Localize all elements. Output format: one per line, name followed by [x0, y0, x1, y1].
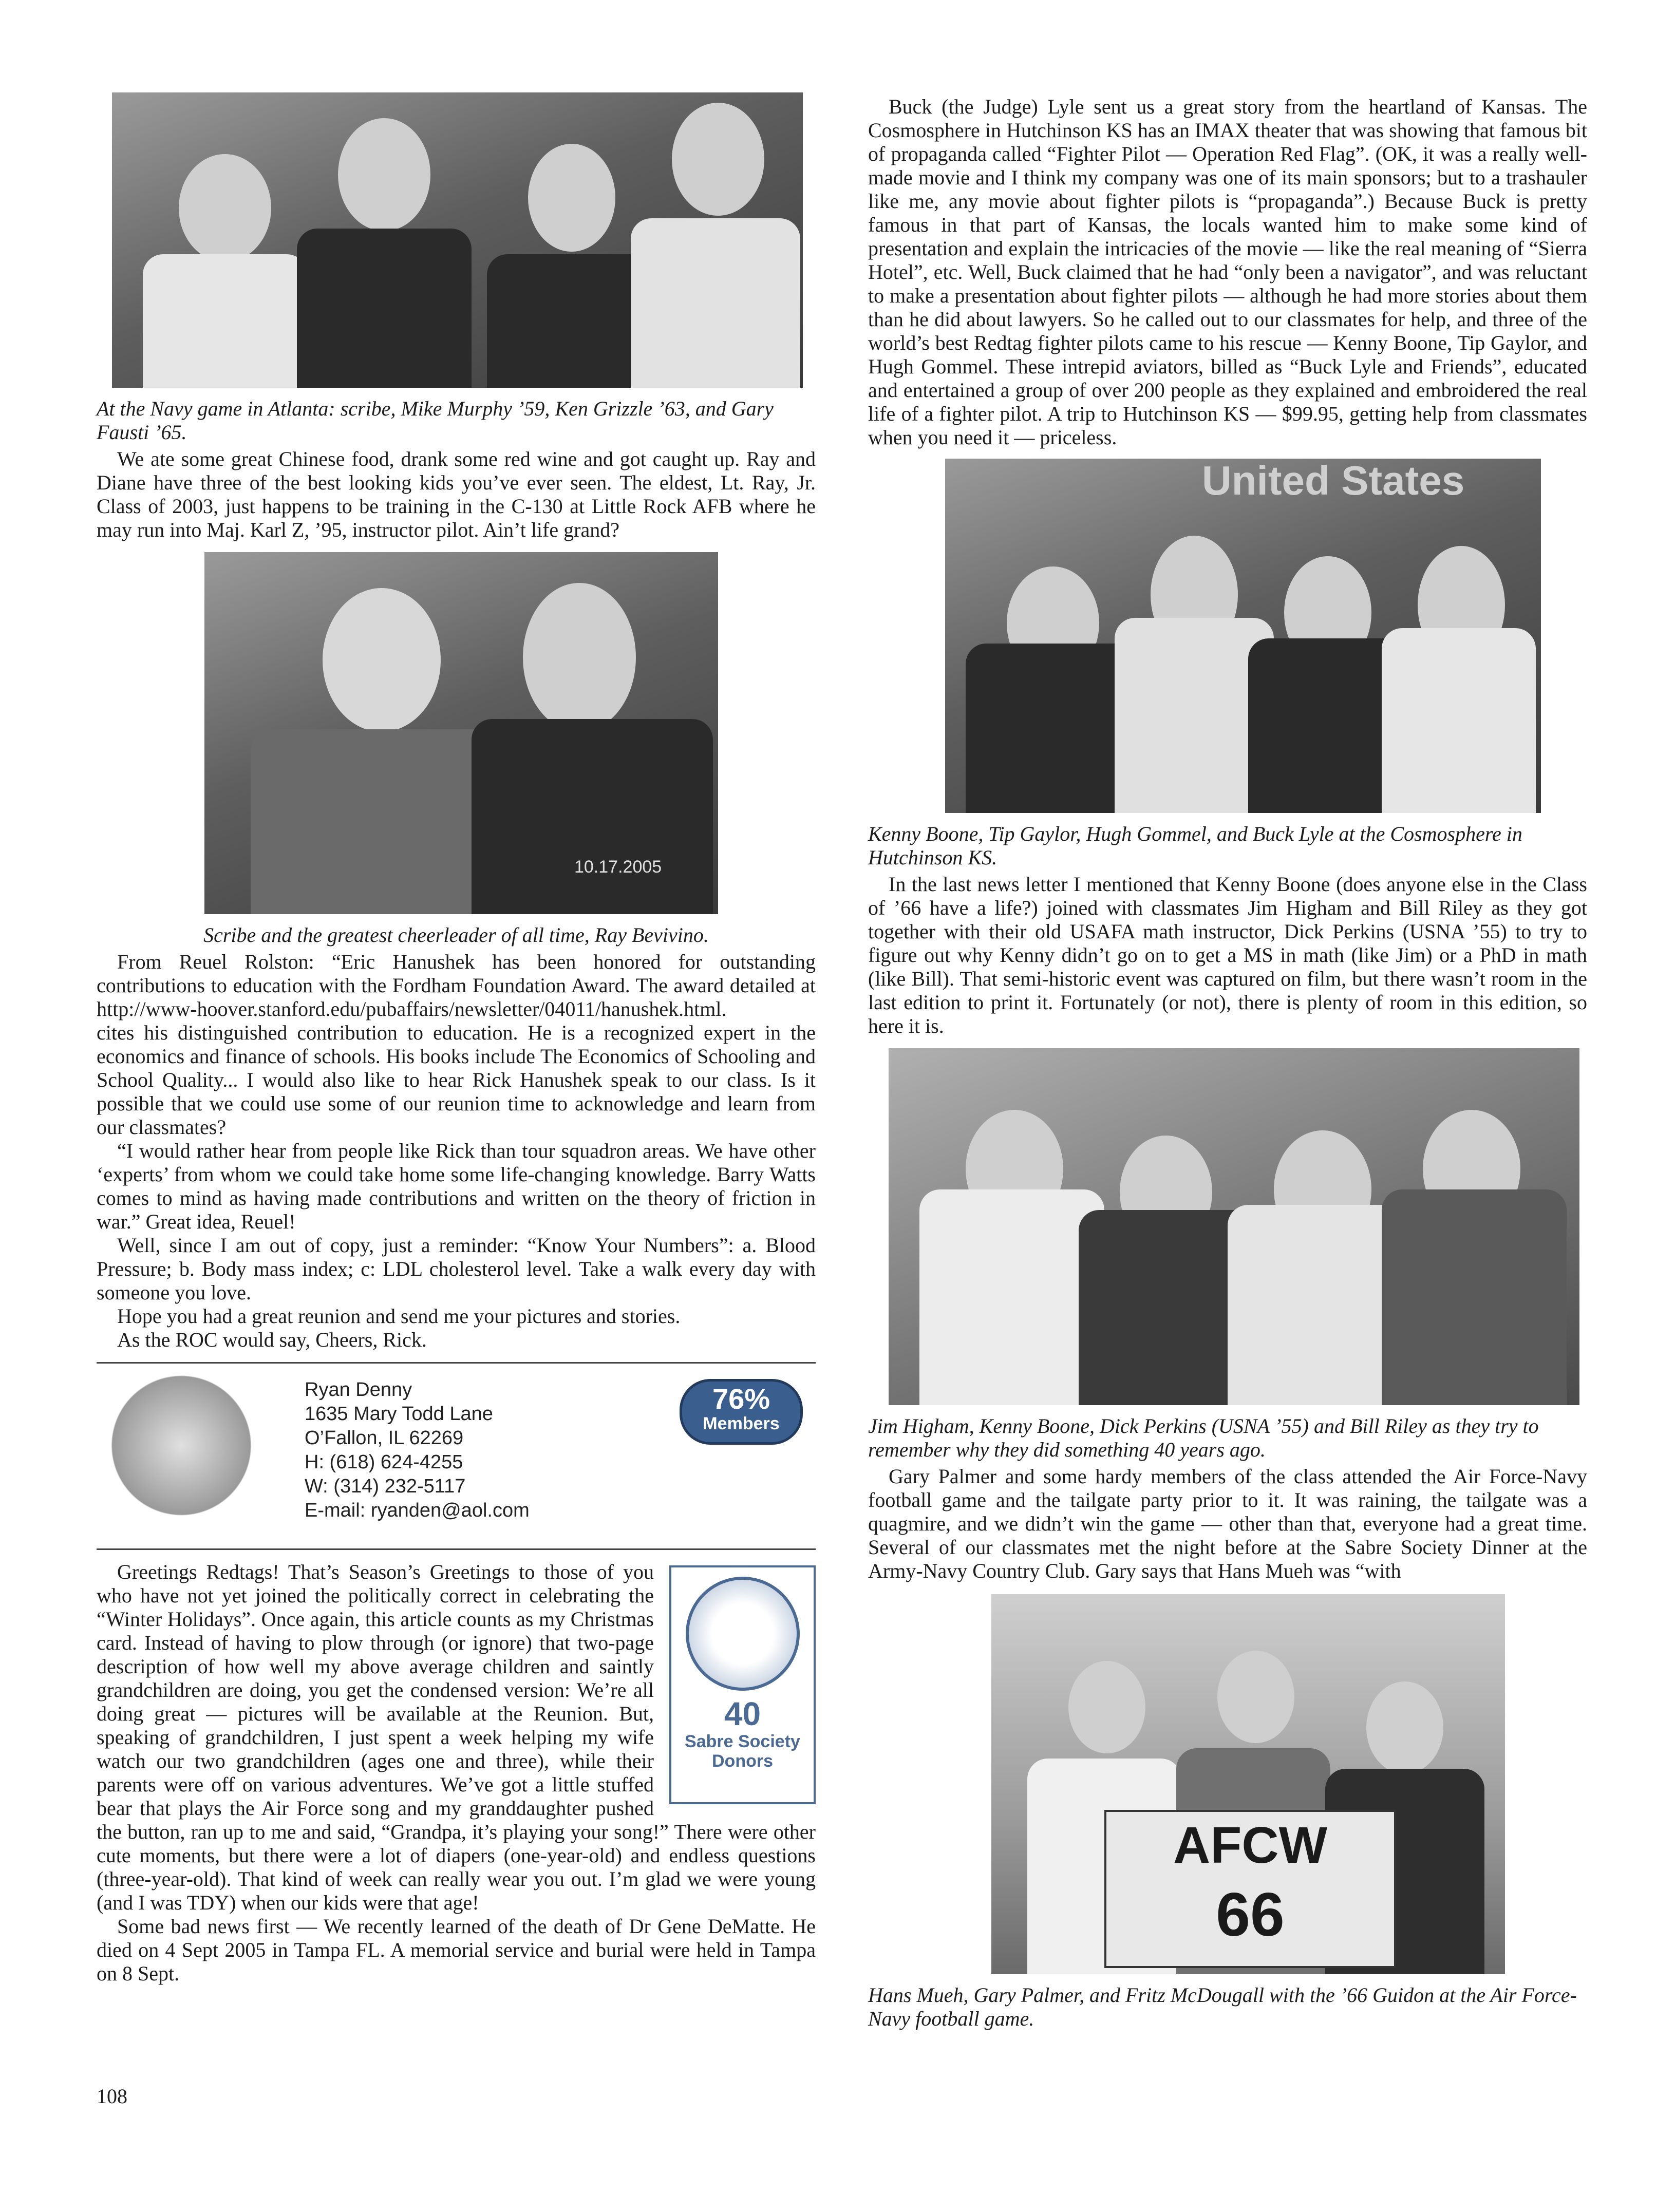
afcw-guidon-flag: [1104, 1810, 1396, 1968]
date-stamp: 10.17.2005: [574, 857, 662, 877]
membership-badge: [680, 1379, 803, 1445]
contact-info: [305, 1378, 530, 1523]
guidon-text-line2: 66: [1216, 1880, 1285, 1949]
photo-caption: Hans Mueh, Gary Palmer, and Fritz McDougall with the ’66 Guidon at the Air Force-Navy football game.: [868, 1983, 1577, 2030]
photo-cosmosphere: [945, 459, 1541, 813]
photo-caption: Kenny Boone, Tip Gaylor, Hugh Gommel, and Buck Lyle at the Cosmosphere in Hutchinson KS.: [868, 822, 1522, 869]
photo-caption: At the Navy game in Atlanta: scribe, Mike Murphy ’59, Ken Grizzle ’63, and Gary Fausti ’65.: [97, 397, 774, 444]
membership-label: Members: [703, 1414, 780, 1433]
sabre-label-line1: Sabre Society: [685, 1732, 800, 1751]
paragraph: Gary Palmer and some hardy members of the class attended the Air Force-Navy football game and the tailgate party prior to it. It was raining, the tailgate was a quagmire, and we didn’t win the game — other than that, everyone had a great time. Several of our classmates met the night before at the Sabre Society Dinner at the Army-Navy Country Club. Gary says that Hans Mueh was “with: [868, 1465, 1587, 1582]
person-body: [1382, 1189, 1567, 1405]
paragraph: “I would rather hear from people like Rick than tour squadron areas. We have other ‘experts’ from whom we could take home some life-changing knowledge. Barry Watts comes to mind as having made contributions and written on the theory of friction in war.” Great idea, Reuel!: [97, 1139, 816, 1233]
paragraph: From Reuel Rolston: “Eric Hanushek has been honored for outstanding contributions to education with the Fordham Foundation Award. The award detailed at http://www-hoover.stanford.edu/pubaffairs/newsletter/04011/hanushek.html.: [97, 950, 816, 1020]
person-body: [966, 644, 1135, 813]
class-contact-box: [97, 1362, 816, 1550]
page-number: 108: [97, 2085, 127, 2108]
photo-guidon: [991, 1594, 1505, 1974]
person-head: [1068, 1661, 1145, 1753]
right-column: [868, 95, 1587, 2034]
paragraph: We ate some great Chinese food, drank some red wine and got caught up. Ray and Diane have three of the best looking kids you’ve ever seen. The eldest, Lt. Ray, Jr. Class of 2003, just happens to be training in the C-130 at Little Rock AFB where he may run into Maj. Karl Z, ’95, instructor pilot. Ain’t life grand?: [97, 447, 816, 541]
guidon-text-line1: AFCW: [1173, 1817, 1327, 1874]
contact-email: E-mail: ryanden@aol.com: [305, 1500, 530, 1521]
person-head: [323, 588, 441, 732]
contact-home-phone: H: (618) 624-4255: [305, 1451, 463, 1473]
photo-math-reunion: [889, 1048, 1579, 1405]
paragraph: Buck (the Judge) Lyle sent us a great story from the heartland of Kansas. The Cosmosphere in Hutchinson KS has an IMAX theater that was showing that famous bit of propaganda called “Fighter Pilot — Operation Red Flag”. (OK, it was a really well-made movie and I think my company was one of its main sponsors; but to a trashauler like me, any movie about fighter pilots is “propaganda”.) Because Buck is pretty famous in that part of Kansas, the locals wanted him to make some kind of presentation and explain the intricacies of the movie — like the real meaning of “Sierra Hotel”, etc. Well, Buck claimed that he had “only been a navigator”, and was reluctant to make a presentation about fighter pilots — although he had more stories about them than he did about lawyers. So he called out to our classmates for help, and three of the world’s best Redtag fighter pilots came to his rescue — Kenny Boone, Tip Gaylor, and Hugh Gommel. These intrepid aviators, billed as “Buck Lyle and Friends”, educated and entertained a group of over 200 people as they explained and embroidered the real life of a fighter pilot. A trip to Hutchinson KS — $99.95, getting help from classmates when you need it — priceless.: [868, 95, 1587, 449]
contact-work-phone: W: (314) 232-5117: [305, 1476, 466, 1497]
photo-navy-game: [112, 92, 803, 388]
sabre-donor-count: 40: [724, 1695, 761, 1732]
paragraph: Well, since I am out of copy, just a reminder: “Know Your Numbers”: a. Blood Pressure; b. Body mass index; c: LDL cholesterol level. Take a walk every day with someone you love.: [97, 1234, 816, 1304]
person-body: [143, 254, 307, 388]
contact-address-line2: O’Fallon, IL 62269: [305, 1427, 464, 1449]
sabre-society-box: [669, 1565, 816, 1804]
person-head: [528, 144, 615, 252]
person-head: [338, 118, 430, 231]
paragraph: Hope you had a great reunion and send me your pictures and stories.: [117, 1304, 681, 1328]
paragraph: Greetings Redtags! That’s Season’s Greetings to those of you who have not yet joined the politically correct in celebrating the “Winter Holidays”. Once again, this article counts as my Christmas card. Instead of having to plow through (or ignore) that two-page description of how well my above average children and saintly grandchildren are doing, you get the condensed version: We’re all doing great — pictures will be available at the Reunion. But, speaking of grandchildren, I just spent a week helping my wife watch our two grandchildren (ages one and three), while their parents were off on various adventures. We’ve got a little stuffed bear that plays the Air Force song and my granddaughter pushed the button, ran up to me and said, “Grandpa, it’s playing your song!” There were other cute moments, but there were a lot of diapers (one-year-old) and endless questions (three-year-old). That kind of week can really wear you out. I’m glad we were young (and I was TDY) when our kids were that age!: [97, 1560, 816, 1914]
person-head: [1366, 1681, 1443, 1774]
person-body: [472, 719, 713, 914]
sabre-society-seal-icon: [686, 1577, 800, 1691]
paragraph: Some bad news first — We recently learned of the death of Dr Gene DeMatte. He died on 4 Sept 2005 in Tampa FL. A memorial service and burial were held in Tampa on 8 Sept.: [97, 1915, 816, 1985]
contact-address-line1: 1635 Mary Todd Lane: [305, 1403, 493, 1425]
contact-name: Ryan Denny: [305, 1379, 412, 1401]
class-crest-icon: [107, 1374, 256, 1533]
paragraph: In the last news letter I mentioned that Kenny Boone (does anyone else in the Class of ’66 have a life?) joined with classmates Jim Higham and Bill Riley as they got together with their old USAFA math instructor, Dick Perkins (USNA ’55) to try to figure out why Kenny didn’t go on to get a MS in math (like Jim) or a PhD in math (like Bill). That semi-historic event was captured on film, but there wasn’t room in the last edition to print it. Fortunately (or not), there is plenty of room in this edition, so here it is.: [868, 873, 1587, 1037]
person-body: [297, 229, 472, 388]
paragraph: As the ROC would say, Cheers, Rick.: [117, 1328, 427, 1351]
sabre-label-line2: Donors: [712, 1751, 773, 1771]
photo-scribe-bevivino: [204, 552, 718, 914]
paragraph: cites his distinguished contribution to education. He is a recognized expert in the economics and finance of schools. His books include The Economics of Schooling and School Quality... I would also like to hear Rick Hanushek speak to our class. Is it possible that we could use some of our reunion time to acknowledge and learn from our classmates?: [97, 1021, 816, 1139]
person-body: [1079, 1210, 1253, 1405]
person-body: [919, 1189, 1104, 1405]
photo-caption: Scribe and the greatest cheerleader of all time, Ray Bevivino.: [203, 923, 709, 947]
united-states-sign: United States: [1202, 459, 1465, 503]
membership-percent: 76%: [712, 1383, 770, 1415]
person-head: [672, 103, 764, 216]
person-body: [251, 729, 507, 914]
person-body: [1382, 628, 1536, 813]
person-body: [631, 218, 800, 388]
photo-caption: Jim Higham, Kenny Boone, Dick Perkins (USNA ’55) and Bill Riley as they try to remember why they did something 40 years ago.: [868, 1414, 1539, 1461]
left-column: [97, 92, 816, 1986]
person-head: [523, 583, 636, 732]
person-head: [1217, 1651, 1294, 1743]
person-head: [179, 154, 271, 262]
